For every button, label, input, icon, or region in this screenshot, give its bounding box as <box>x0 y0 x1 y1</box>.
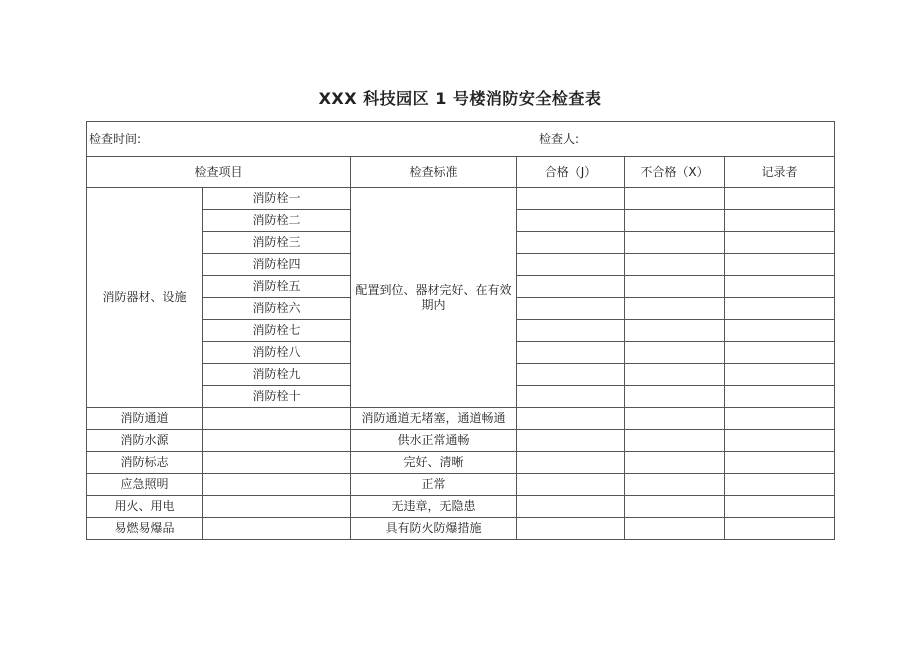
table-row <box>87 518 835 540</box>
column-header-fail: 不合格（X） <box>625 157 725 188</box>
item-sub-cell <box>203 452 351 474</box>
item-name-cell: 消防水源 <box>87 430 203 452</box>
pass-cell[interactable] <box>517 298 625 320</box>
pass-cell[interactable] <box>517 276 625 298</box>
table-row <box>87 496 835 518</box>
fail-cell[interactable] <box>625 320 725 342</box>
equipment-category-cell: 消防器材、设施 <box>87 188 203 408</box>
header-info-row <box>87 122 835 157</box>
hydrant-name-cell: 消防栓十 <box>203 386 351 408</box>
hydrant-name-cell: 消防栓三 <box>203 232 351 254</box>
fail-cell[interactable] <box>625 408 725 430</box>
item-sub-cell <box>203 474 351 496</box>
hydrant-name-cell: 消防栓四 <box>203 254 351 276</box>
pass-cell[interactable] <box>517 474 625 496</box>
recorder-cell[interactable] <box>725 430 835 452</box>
recorder-cell[interactable] <box>725 364 835 386</box>
recorder-cell[interactable] <box>725 232 835 254</box>
pass-cell[interactable] <box>517 320 625 342</box>
column-header-item: 检查项目 <box>87 157 351 188</box>
fail-cell[interactable] <box>625 430 725 452</box>
hydrant-name-cell: 消防栓二 <box>203 210 351 232</box>
item-sub-cell <box>203 496 351 518</box>
fail-cell[interactable] <box>625 364 725 386</box>
recorder-cell[interactable] <box>725 496 835 518</box>
hydrant-name-cell: 消防栓一 <box>203 188 351 210</box>
hydrant-name-cell: 消防栓八 <box>203 342 351 364</box>
fail-cell[interactable] <box>625 210 725 232</box>
table-row <box>87 430 835 452</box>
pass-cell[interactable] <box>517 364 625 386</box>
recorder-cell[interactable] <box>725 298 835 320</box>
item-sub-cell <box>203 518 351 540</box>
fail-cell[interactable] <box>625 298 725 320</box>
recorder-cell[interactable] <box>725 188 835 210</box>
pass-cell[interactable] <box>517 188 625 210</box>
fail-cell[interactable] <box>625 342 725 364</box>
recorder-cell[interactable] <box>725 342 835 364</box>
table-row <box>87 188 835 210</box>
recorder-cell[interactable] <box>725 452 835 474</box>
pass-cell[interactable] <box>517 210 625 232</box>
item-sub-cell <box>203 408 351 430</box>
pass-cell[interactable] <box>517 342 625 364</box>
table-row <box>87 408 835 430</box>
fail-cell[interactable] <box>625 386 725 408</box>
table-row <box>87 474 835 496</box>
recorder-cell[interactable] <box>725 210 835 232</box>
table-row <box>87 452 835 474</box>
hydrant-name-cell: 消防栓九 <box>203 364 351 386</box>
item-name-cell: 易燃易爆品 <box>87 518 203 540</box>
pass-cell[interactable] <box>517 254 625 276</box>
recorder-cell[interactable] <box>725 474 835 496</box>
pass-cell[interactable] <box>517 496 625 518</box>
item-standard-cell: 完好、清晰 <box>351 452 517 474</box>
fail-cell[interactable] <box>625 496 725 518</box>
pass-cell[interactable] <box>517 232 625 254</box>
fail-cell[interactable] <box>625 474 725 496</box>
recorder-cell[interactable] <box>725 320 835 342</box>
column-header-standard: 检查标准 <box>351 157 517 188</box>
pass-cell[interactable] <box>517 408 625 430</box>
recorder-cell[interactable] <box>725 254 835 276</box>
check-time-label: 检查时间: <box>89 131 142 146</box>
pass-cell[interactable] <box>517 430 625 452</box>
item-standard-cell: 消防通道无堵塞，通道畅通 <box>351 408 517 430</box>
pass-cell[interactable] <box>517 518 625 540</box>
recorder-cell[interactable] <box>725 518 835 540</box>
item-standard-cell: 具有防火防爆措施 <box>351 518 517 540</box>
fail-cell[interactable] <box>625 518 725 540</box>
hydrant-name-cell: 消防栓六 <box>203 298 351 320</box>
recorder-cell[interactable] <box>725 408 835 430</box>
fail-cell[interactable] <box>625 276 725 298</box>
item-name-cell: 应急照明 <box>87 474 203 496</box>
hydrant-name-cell: 消防栓七 <box>203 320 351 342</box>
item-standard-cell: 无违章，无隐患 <box>351 496 517 518</box>
item-sub-cell <box>203 430 351 452</box>
pass-cell[interactable] <box>517 452 625 474</box>
fail-cell[interactable] <box>625 254 725 276</box>
item-name-cell: 用火、用电 <box>87 496 203 518</box>
inspector-label: 检查人: <box>539 131 580 146</box>
fail-cell[interactable] <box>625 188 725 210</box>
item-standard-cell: 供水正常通畅 <box>351 430 517 452</box>
column-header-pass: 合格（J） <box>517 157 625 188</box>
pass-cell[interactable] <box>517 386 625 408</box>
fail-cell[interactable] <box>625 452 725 474</box>
item-name-cell: 消防标志 <box>87 452 203 474</box>
recorder-cell[interactable] <box>725 386 835 408</box>
recorder-cell[interactable] <box>725 276 835 298</box>
column-header-recorder: 记录者 <box>725 157 835 188</box>
hydrant-name-cell: 消防栓五 <box>203 276 351 298</box>
document-title: XXX 科技园区 1 号楼消防安全检查表 <box>318 89 602 108</box>
column-header-row <box>87 157 835 188</box>
item-name-cell: 消防通道 <box>87 408 203 430</box>
fail-cell[interactable] <box>625 232 725 254</box>
equipment-standard-cell: 配置到位、器材完好、在有效期内 <box>351 188 517 408</box>
inspection-table <box>86 121 835 540</box>
item-standard-cell: 正常 <box>351 474 517 496</box>
